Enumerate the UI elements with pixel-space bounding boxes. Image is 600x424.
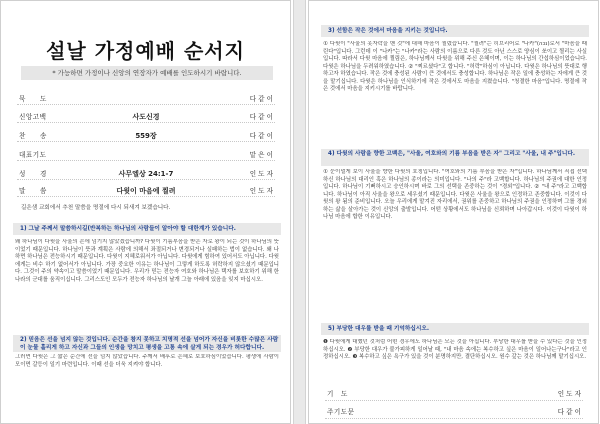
section-2-title: 2) 믿음은 선을 넘지 않는 것입니다. 순간을 참지 못하고 치명적 선을 넘어가 자신을 비롯한 수많은 사람이 눈물 흘리게 하고 자신과 그들의 인생을 망치고 평생을 고통 속에 살게 되는 경우가 허다합니다. xyxy=(13,335,281,352)
order-label: 성 경 xyxy=(19,170,47,178)
order-label: 신앙고백 xyxy=(19,113,47,121)
section-1-body: 왜 하나님이 다윗을 사울의 손에 넘기지 않았겠습니까? 다윗이 기름부음을 받은 자로 왕이 되는 것이 하나님의 뜻이었기 때문입니다. 하나님이 뜻과 계획은 사람에 의해서 좌절되거나 변경되거나 실패하는 법이 없습니다. 왜 나하면 하나님은 전능하시기 때문입니다. 다윗이 지혜로워서가 아닙니다. 다윗에게 힘하여 있어서도 아닙니다. 다윗에게는 비수 하기 없어서가 아닙니다. 가장 중요한 이유는 하나님이 그렇게 하도록 허락하지 않으셨기 때문입니다. 그것이 주의 약속이고 말씀이었기 때문입니다. 우리가 믿는 전능자 여호와 하나님은 택자를 보호하기 위해 한 나라의 군대를 움직이십니다. 그리스도인 모두가 전능자 하나님의 날개 그늘 아래에 있음을 잊지 마십시오. xyxy=(15,239,279,283)
order-leader: 다 같 이 xyxy=(249,113,273,121)
order-row-creed xyxy=(17,111,275,123)
closing-label: 기 도 xyxy=(327,390,348,398)
section-4-body: ① 눈이멀게 보이 사울을 향한 다윗의 호칭입니다. "여호와의 기름 부음을 받은 자"입니다. 하나님께서 직접 선택하신 하나님의 대리인 혹은 하나님의 종이라는 의미입니다. "나의 주"라 고백합니다. 하나님의 주권에 대한 인정입니다. 하나님이 기뻐하시고 승인하시며 바로 그의 선택을 존중하는 것이 "경외"입니다. ② "내 주"라고 고백합니다. 하나님이 아직 사울을 왕으로 세우셨기 때문입니다. 다윗은 사울을 왕으로 인정하고 존중합니다. 이것이 다윗의 왕 됨의 준비입니다. 오늘 우리에게 맡겨진 자리에서, 권위를 존중하고 하나님의 주권을 인정하며 그를 경외하는 삶을 살아가는 것이 신앙의 출발입니다. 어떤 상황에서도 하나님을 신뢰하며 나아갑시다. 이것이 다윗이 하나님 마음에 합한 이유입니다. xyxy=(323,169,587,220)
closing-row-prayer xyxy=(325,387,583,401)
section-5-title: 5) 부당한 대우를 받을 때 기억하십시오. xyxy=(321,323,589,335)
intro-text: 길은샘 교회에서 추천 말씀을 명절에 다시 되새겨 보겠습니다. xyxy=(21,205,171,211)
order-row-sermon xyxy=(17,185,275,197)
order-label: 대표기도 xyxy=(19,151,47,159)
section-5-body: ❶ 다윗에게 대했던 것처럼 어떤 경우에도 하나님은 모든 것을 아십니다. 부당한 대우를 받을 수 있다는 것을 인정하십시오. ❷ 부당한 대우가 불가피하게 일어날 때, "내 마음 속에는 복수하고 싶은 마음이 일어나는구나"라고 인정하십시오. ❸ 복수하고 싶은 욕구가 있을 것이 분명하지만, 결단하십시오. 원수 갚는 것은 하나님께 맡기십시오. xyxy=(323,339,587,360)
order-leader: 인 도 자 xyxy=(249,170,273,178)
order-row-prayer xyxy=(17,149,275,161)
order-content: 사도신경 xyxy=(132,113,160,121)
order-label: 묵 도 xyxy=(19,95,47,103)
order-row-hymn xyxy=(17,130,275,142)
order-row-silent-prayer xyxy=(17,93,275,105)
section-2-body: 그러면 다윗은 그 짧은 순간에 선을 넘지 않았습니다. 주께서 배후로 은혜로 보호하심이었습니다. 평생에 사람이 모이면 갈등이 일기 마련입니다. 이때 선을 더욱 지켜야 합니다. xyxy=(15,354,279,368)
right-page xyxy=(308,0,599,424)
order-content: 사무엘상 24:1-7 xyxy=(118,170,174,178)
left-page xyxy=(0,0,291,424)
order-content: 다윗이 마음에 찔려 xyxy=(116,187,176,195)
closing-label: 주기도문 xyxy=(327,408,355,416)
order-leader: 다 같 이 xyxy=(249,95,273,103)
page-gutter xyxy=(293,0,306,424)
section-3-body: ① 다윗이 "사울의 옷자락을 벤 것"에 대해 마음이 찔렸습니다. "찔려"는 히브리어로 "나카"(נכה)로서 "마음을 때린다"입니다. 그런데 이 "나카"는 "나카"라는 사람의 이름으로 다른 것도 아닌 스스로 양심이 쏘이고 찔리는 사실입니다. 따라서 다윗 마음에 찔림은, 하나님께서 다윗을 위해 주신 은혜이며, 이는 하나님의 간섭하심이었습니다. 다윗은 하나님을 두려워하였습니다. ② "찌르셨다"고 합니다. "허락"하심이 아닙니다. 다윗은 하나님의 뜻대로 행하고자 하였습니다. 작은 것에 충성된 사람이 큰 것에서도 충성합니다. 하나님은 작은 일에 충성하는 자에게 큰 것을 맡기십니다. 다윗은 하나님을 인식하기에 작은 것에서도 마음을 지켰습니다. "청결한 마음"입니다. 명절에 작은 것에서 마음을 지키시기를 바랍니다. xyxy=(323,41,587,92)
order-content: 559장 xyxy=(135,132,157,140)
order-leader: 인 도 자 xyxy=(249,187,273,195)
section-4-title: 4) 다윗의 사람을 향한 고백은, "사울, 여호와의 기름 부음을 받은 자" 그리고 "사울, 내 주"입니다. xyxy=(321,149,589,166)
order-label: 말 씀 xyxy=(19,187,47,195)
closing-leader: 다 같 이 xyxy=(557,408,581,416)
subtitle-note: * 가능하면 가정이나 신앙의 연장자가 예배를 인도하시기 바랍니다. xyxy=(21,66,273,80)
order-leader: 다 같 이 xyxy=(249,132,273,140)
page-title: 설날 가정예배 순서지 xyxy=(46,39,245,63)
closing-row-lords-prayer xyxy=(325,405,583,419)
section-1-title: 1) 그날 주께서 말씀하시길(반복하는 하나님의 사람들이 알아야 할 대한계가 있습니다. xyxy=(13,223,281,235)
section-3-title: 3) 선함은 작은 것에서 마음을 지키는 것입니다. xyxy=(321,25,589,37)
order-leader: 맡 은 이 xyxy=(249,151,273,159)
order-row-scripture xyxy=(17,168,275,180)
order-label: 찬 송 xyxy=(19,132,47,140)
closing-leader: 인 도 자 xyxy=(557,390,581,398)
